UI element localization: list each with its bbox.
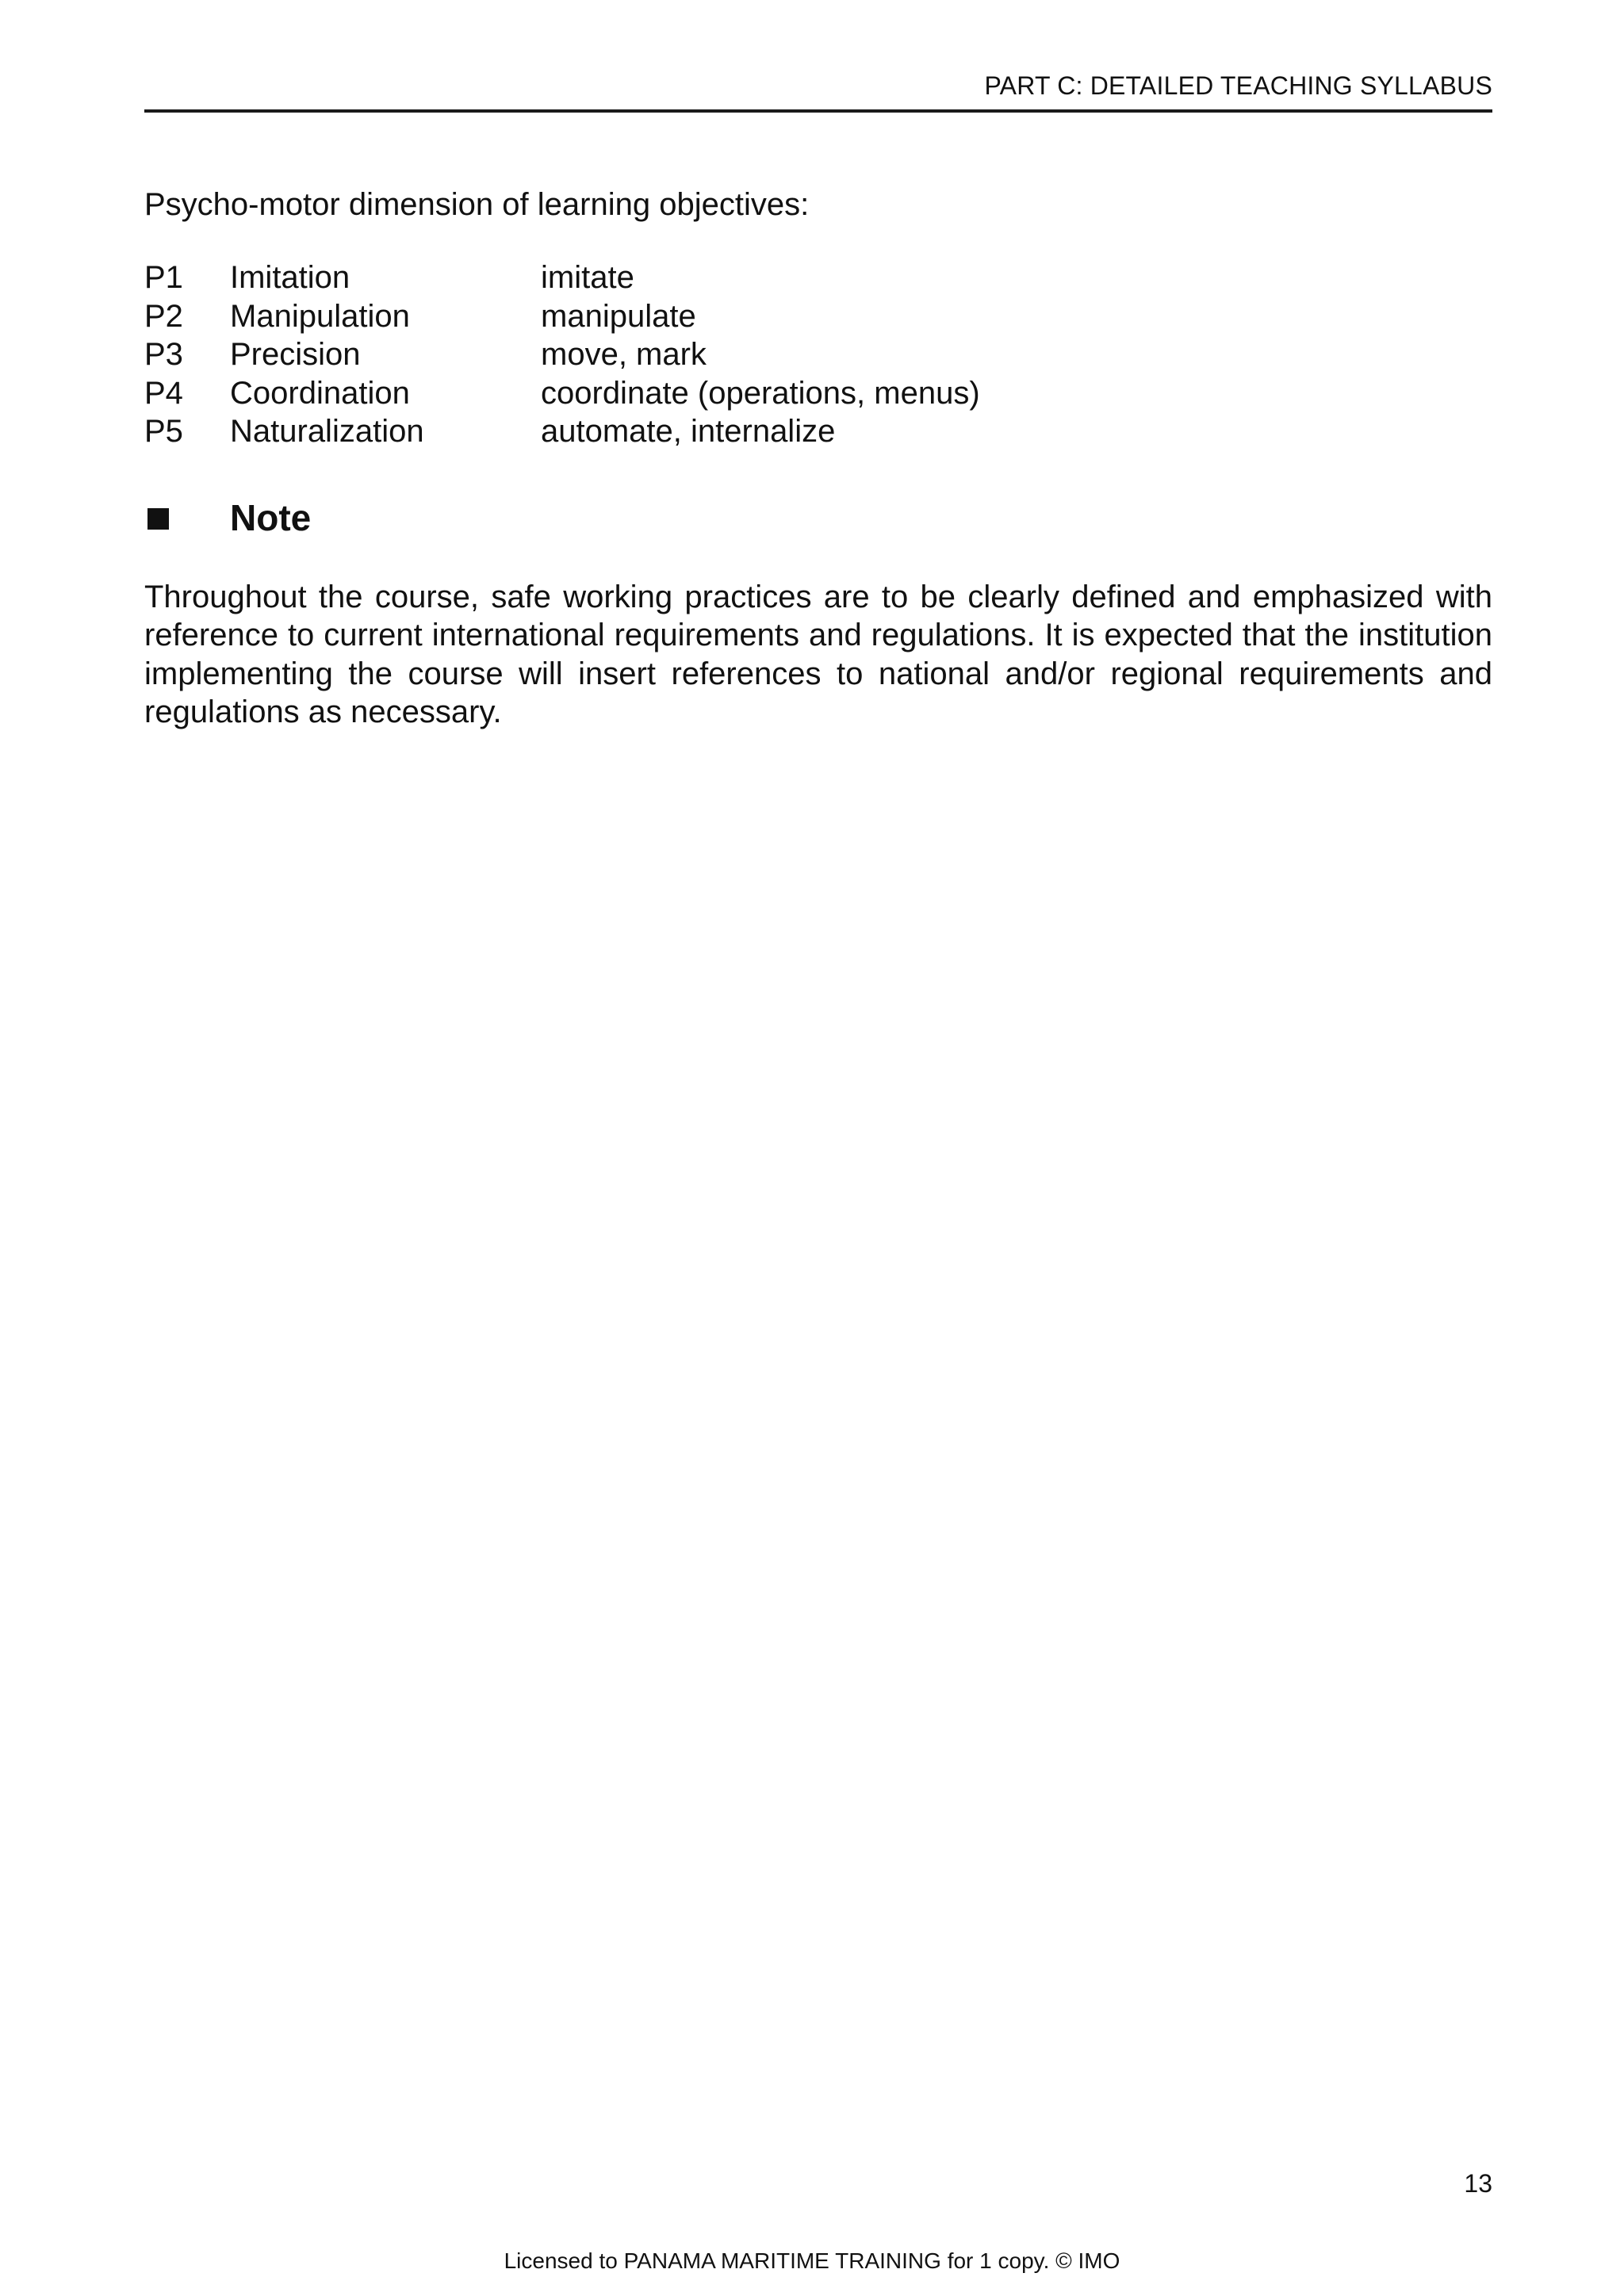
- objective-row: [144, 374, 980, 413]
- page-number: 13: [1464, 2169, 1492, 2198]
- objective-code: P2: [144, 298, 183, 334]
- objective-row: [144, 335, 980, 374]
- objectives-table: [144, 258, 980, 451]
- objective-name: Manipulation: [230, 298, 410, 334]
- objective-code: P5: [144, 414, 183, 449]
- square-bullet-icon: [144, 494, 230, 541]
- objective-row: [144, 412, 980, 451]
- objective-name: Coordination: [230, 375, 410, 411]
- page-content: [144, 182, 1492, 763]
- objective-row: [144, 297, 980, 336]
- objective-row: [144, 258, 980, 297]
- note-title: Note: [230, 496, 312, 538]
- objective-name: Naturalization: [230, 414, 424, 449]
- objective-verbs: automate, internalize: [541, 414, 836, 449]
- objective-name: Precision: [230, 337, 361, 372]
- objective-verbs: coordinate (operations, menus): [541, 375, 980, 411]
- running-header-title: PART C: DETAILED TEACHING SYLLABUS: [984, 71, 1492, 100]
- objective-verbs: move, mark: [541, 337, 707, 372]
- objective-verbs: manipulate: [541, 298, 696, 334]
- note-paragraph: Throughout the course, safe working practices are to be clearly defined and emphasized with reference to current international requirements and regulations. It is expected that the institution implementing the course will insert references to national and/or regional requirements and regulations as necessary.: [144, 579, 1492, 729]
- page-header: [144, 68, 1492, 113]
- objective-name: Imitation: [230, 260, 350, 295]
- license-footer: Licensed to PANAMA MARITIME TRAINING for 1 copy. © IMO: [504, 2248, 1120, 2273]
- note-heading: [144, 494, 1492, 541]
- objective-code: P3: [144, 337, 183, 372]
- objectives-intro: Psycho-motor dimension of learning objectives:: [144, 187, 810, 222]
- objective-code: P1: [144, 260, 183, 295]
- objective-code: P4: [144, 375, 183, 411]
- objective-verbs: imitate: [541, 260, 634, 295]
